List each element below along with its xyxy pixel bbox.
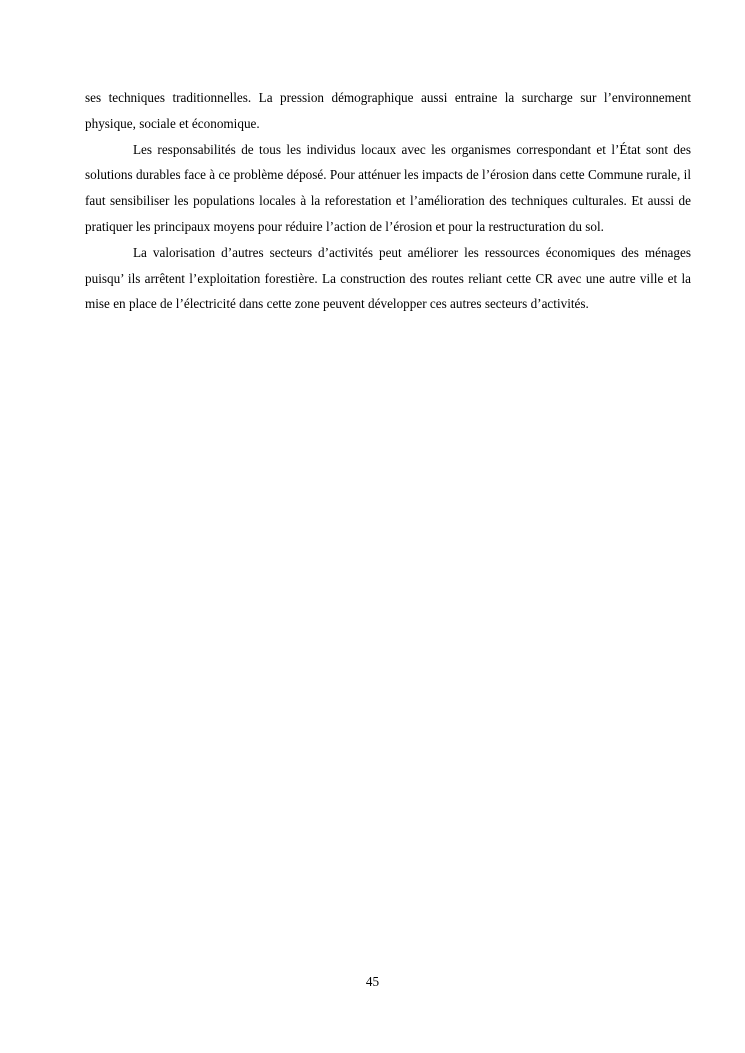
paragraph-1: ses techniques traditionnelles. La pression démographique aussi entraine la surcharge sur l’environnement physique, sociale et économique. [85,90,691,131]
body-text [85,85,691,317]
page-number: 45 [365,974,380,989]
paragraph-2: Les responsabilités de tous les individus locaux avec les organismes correspondant et l’État sont des solutions durables face à ce problème déposé. Pour atténuer les impacts de l’érosion dans cette Commune rurale, il faut sensibiliser les populations locales à la reforestation et l’amélioration des techniques culturales. Et aussi de pratiquer les principaux moyens pour réduire l’action de l’érosion et pour la restructuration du sol. [85,141,691,234]
paragraph-3: La valorisation d’autres secteurs d’activités peut améliorer les ressources économiques des ménages puisqu’ ils arrêtent l’exploitation forestière. La construction des routes reliant cette CR avec une autre ville et la mise en place de l’électricité dans cette zone peuvent développer ces autres secteurs d’activités. [85,244,691,312]
